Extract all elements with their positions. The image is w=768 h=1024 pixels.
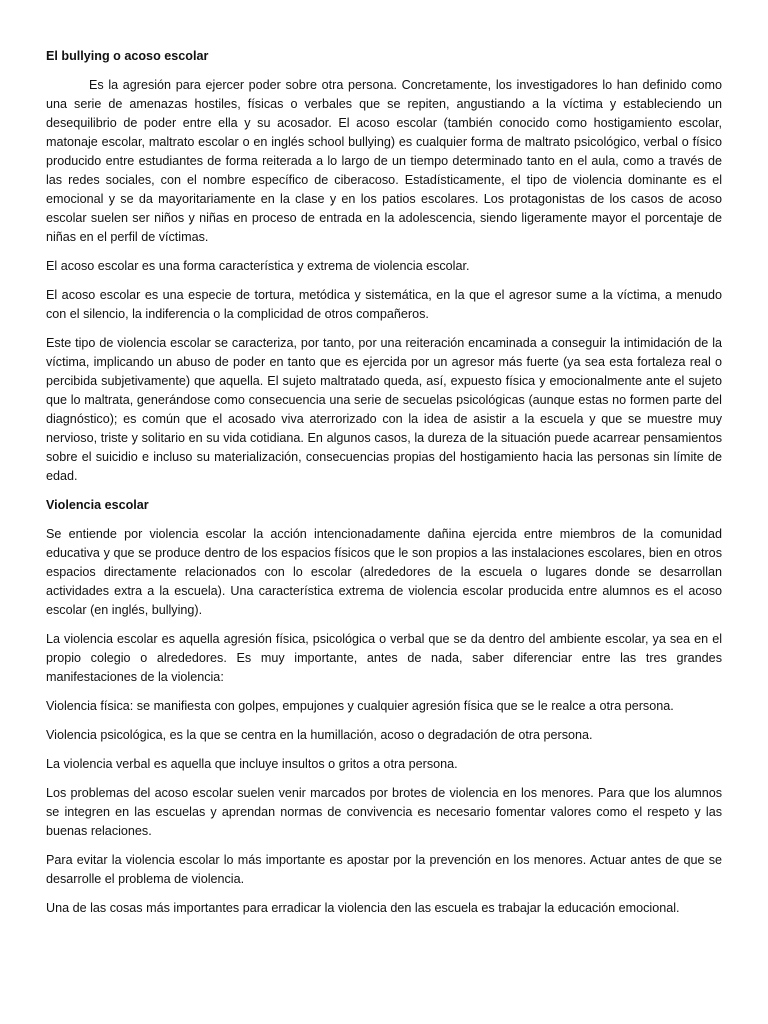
paragraph-bullying-torture: El acoso escolar es una especie de tortura, metódica y sistemática, en la que el agresor sume a la víctima, a menudo con el silencio, la indiferencia o la complicidad de otros compañeros. bbox=[46, 288, 722, 321]
heading-bullying: El bullying o acoso escolar bbox=[46, 49, 209, 63]
heading-violencia: Violencia escolar bbox=[46, 498, 149, 512]
paragraph-bullying-characteristics: Este tipo de violencia escolar se caracteriza, por tanto, por una reiteración encaminada a conseguir la intimidación de la víctima, implicando un abuso de poder en tanto que es ejercida por un agresor más fuerte (ya sea esta fortaleza real o percibida subjetivamente) que aquella. El sujeto maltratado queda, así, expuesto física y emocionalmente ante el sujeto que lo maltrata, generándose como consecuencia una serie de secuelas psicológicas (aunque estas no formen parte del diagnóstico); es común que el acosado viva aterrorizado con la idea de asistir a la escuela y que se muestre muy nervioso, triste y solitario en su vida cotidiana. En algunos casos, la dureza de la situación puede acarrear pensamientos sobre el suicidio e incluso su materialización, consecuencias propias del hostigamiento hacia las personas sin límite de edad. bbox=[46, 336, 722, 483]
paragraph-violencia-psicologica: Violencia psicológica, es la que se centra en la humillación, acoso o degradación de otra persona. bbox=[46, 728, 593, 742]
paragraph-violencia-definition: Se entiende por violencia escolar la acción intencionadamente dañina ejercida entre miembros de la comunidad educativa y que se produce dentro de los espacios físicos que le son propios a las instalaciones escolares, bien en otros espacios directamente relacionados con lo escolar (alrededores de la escuela o lugares donde se desarrollan actividades extra a la escuela). Una característica extrema de violencia escolar producida entre alumnos es el acoso escolar (en inglés, bullying). bbox=[46, 527, 722, 617]
paragraph-violencia-types-intro: La violencia escolar es aquella agresión física, psicológica o verbal que se da dentro del ambiente escolar, ya sea en el propio colegio o alrededores. Es muy importante, antes de nada, saber diferenciar entre las tres grandes manifestaciones de la violencia: bbox=[46, 632, 722, 684]
document-page bbox=[46, 47, 722, 928]
paragraph-educacion-emocional: Una de las cosas más importantes para erradicar la violencia den las escuela es trabajar la educación emocional. bbox=[46, 901, 680, 915]
paragraph-bullying-definition: Es la agresión para ejercer poder sobre otra persona. Concretamente, los investigadores lo han definido como una serie de amenazas hostiles, físicas o verbales que se repiten, angustiando a la víctima y estableciendo un desequilibrio de poder entre ella y su acosador. El acoso escolar (también conocido como hostigamiento escolar, matonaje escolar, maltrato escolar o en inglés school bullying) es cualquier forma de maltrato psicológico, verbal o físico producido entre estudiantes de forma reiterada a lo largo de un tiempo determinado tanto en el aula, como a través de las redes sociales, con el nombre específico de ciberacoso. Estadísticamente, el tipo de violencia dominante es el emocional y se da mayoritariamente en la clase y en los patios escolares. Los protagonistas de los casos de acoso escolar suelen ser niños y niñas en proceso de entrada en la adolescencia, siendo ligeramente mayor el porcentaje de niñas en el perfil de víctimas. bbox=[46, 78, 722, 244]
paragraph-bullying-form: El acoso escolar es una forma característica y extrema de violencia escolar. bbox=[46, 259, 470, 273]
paragraph-violencia-fisica: Violencia física: se manifiesta con golpes, empujones y cualquier agresión física que se le realce a otra persona. bbox=[46, 699, 674, 713]
paragraph-prevencion: Para evitar la violencia escolar lo más importante es apostar por la prevención en los menores. Actuar antes de que se desarrolle el problema de violencia. bbox=[46, 853, 722, 886]
paragraph-problemas: Los problemas del acoso escolar suelen venir marcados por brotes de violencia en los menores. Para que los alumnos se integren en las escuelas y aprendan normas de convivencia es necesario fomentar valores como el respeto y las buenas relaciones. bbox=[46, 786, 722, 838]
paragraph-violencia-verbal: La violencia verbal es aquella que incluye insultos o gritos a otra persona. bbox=[46, 757, 458, 771]
